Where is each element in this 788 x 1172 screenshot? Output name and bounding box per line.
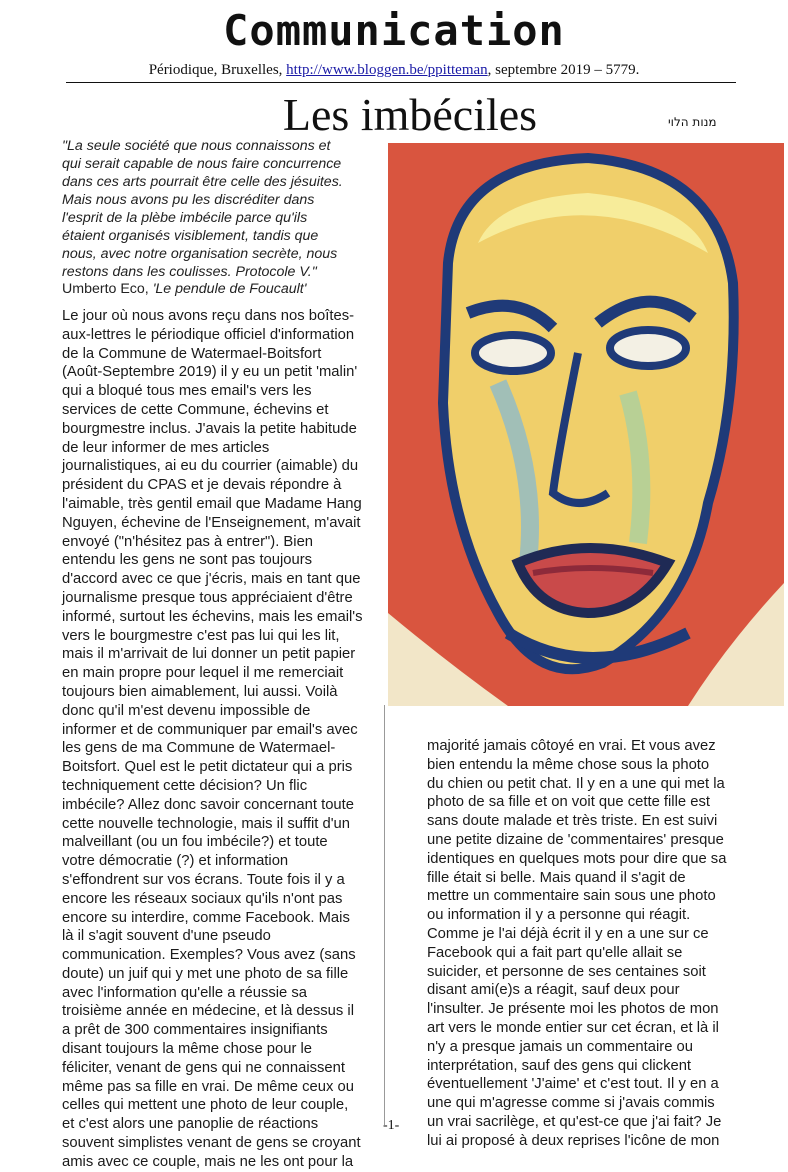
text-line: avec l'information qu'elle a réussie sa	[62, 984, 307, 1001]
text-line: identiques en quelques mots pour dire que sa	[427, 850, 727, 867]
quote-line: restons dans les coulisses. Protocole V."	[62, 264, 317, 280]
text-line: envoyé ("n'hésitez pas à entrer"). Bien	[62, 533, 314, 550]
text-line: a prêt de 300 commentaires insignifiants	[62, 1022, 328, 1039]
text-line: n'y a presque jamais un commentaire ou	[427, 1038, 694, 1055]
text-line: en main propre pour lequel il me remerciait	[62, 665, 344, 682]
text-line: d'accord avec ce que j'écris, mais en tant que	[62, 571, 361, 588]
text-line: de la Commune de Watermael-Boitsfort	[62, 345, 322, 362]
text-line: du chien ou petit chat. Il y en a une qui met la	[427, 775, 725, 792]
text-line: mettre un commentaire sain sous une photo	[427, 888, 716, 905]
quote-line: dans ces arts pourrait être celle des jésuites.	[62, 174, 343, 190]
text-line: sans doute malade et très triste. En est suivi	[427, 813, 718, 830]
epigraph-quote	[62, 137, 387, 281]
quote-line: l'esprit de la plèbe imbécile parce qu'ils	[62, 210, 308, 226]
text-line: encore su interdire, comme Facebook. Mais	[62, 909, 350, 926]
publication-subline	[0, 62, 788, 79]
text-line: Facebook qui a fait part qu'elle allait se	[427, 944, 683, 961]
text-line: éventuellement 'J'aime' et c'est tout. Il y en a	[427, 1076, 719, 1093]
quote-line: étaient organisés visiblement, tandis que	[62, 228, 319, 244]
citation-work: 'Le pendule de Foucault'	[152, 281, 307, 297]
text-line: journalistiques, ai eu du courrier (aimable) du	[62, 458, 359, 475]
text-line: les gens de ma Commune de Watermael-	[62, 740, 336, 757]
quote-line: "La seule société que nous connaissons et	[62, 138, 331, 154]
column-divider	[384, 705, 385, 1125]
painting-portrait	[388, 143, 784, 706]
text-line: journalisme presque tous appréciaient d'être	[62, 589, 353, 606]
text-line: qui a bloqué tous mes email's vers les	[62, 383, 312, 400]
text-line: aux-lettres le périodique officiel d'information	[62, 326, 355, 343]
text-line: Comme je l'ai déjà écrit il y en a une sur ce	[427, 925, 709, 942]
blog-link[interactable]: http://www.bloggen.be/ppitteman	[286, 62, 488, 78]
text-line: Le jour où nous avons reçu dans nos boîtes-	[62, 308, 355, 324]
text-line: souvent simplistes venant de gens se croyant	[62, 1135, 361, 1152]
text-line: et c'est alors une panoplie de réactions	[62, 1116, 319, 1133]
hebrew-signature: מנות הלוי	[668, 115, 717, 129]
text-line: s'effondrent sur vos écrans. Toute fois il y a	[62, 871, 345, 888]
text-line: informé, surtout les échevins, mais les email's	[62, 608, 363, 625]
page-number: -1-	[383, 1118, 400, 1133]
quote-citation	[62, 281, 306, 297]
text-line: suicider, et personne de ses centaines soit	[427, 963, 706, 980]
text-line: mais il m'arrivait de lui donner un petit papier	[62, 646, 356, 663]
text-line: l'aimable, très gentil email que Madame Hang	[62, 495, 362, 512]
text-line: vers le bourgmestre c'est pas lui qui les lit,	[62, 627, 340, 644]
text-line: troisième année en médecine, et là dessus il	[62, 1003, 354, 1020]
text-line: de leur informer de mes articles	[62, 439, 270, 456]
text-line: même pas sa fille en vrai. De même ceux ou	[62, 1078, 354, 1095]
quote-line: nous, avec notre organisation secrète, nous	[62, 246, 338, 262]
header-rule	[66, 82, 736, 83]
text-line: bien entendu la même chose sous la photo	[427, 756, 710, 773]
subline-prefix: Périodique, Bruxelles,	[148, 62, 287, 78]
citation-author: Umberto Eco,	[62, 281, 153, 297]
text-line: art vers le monde entier sur cet écran, et là il	[427, 1019, 719, 1036]
masthead-title: Communication	[223, 6, 565, 55]
text-line: photo de sa fille et on voit que cette fille est	[427, 794, 710, 811]
text-line: Boitsfort. Quel est le petit dictateur qui a pris	[62, 759, 353, 776]
text-line: ou information il y a personne qui réagit.	[427, 907, 691, 924]
text-line: fille était si belle. Mais quand il s'agit de	[427, 869, 686, 886]
text-line: disant ami(e)s a réagit, sauf deux pour	[427, 982, 680, 999]
text-line: encore les réseaux sociaux qu'ils n'ont pas	[62, 890, 343, 907]
text-line: un vrai sacrilège, et qu'est-ce que j'ai fait? Je	[427, 1113, 722, 1130]
text-line: Nguyen, échevine de l'Enseignement, m'avait	[62, 514, 361, 531]
text-line: là il s'agit souvent d'une pseudo	[62, 928, 271, 945]
text-line: toujours bien aimablement, lui aussi. Voilà	[62, 683, 338, 700]
text-line: interprétation, sauf des gens qui clickent	[427, 1057, 692, 1074]
text-line: informer et de communiquer par email's avec	[62, 721, 358, 738]
text-line: doute) un juif qui y met une photo de sa fille	[62, 965, 349, 982]
text-line: lui ai proposé à deux reprises l'icône de mon	[427, 1132, 720, 1149]
text-line: votre démocratie (?) et information	[62, 853, 289, 870]
text-line: imbécile? Allez donc savoir concernant toute	[62, 796, 354, 813]
article-column-right	[427, 737, 767, 1151]
subline-suffix: , septembre 2019 – 5779.	[487, 62, 640, 78]
quote-line: Mais nous avons pu les discréditer dans	[62, 192, 315, 208]
text-line: l'insulter. Je présente moi les photos de mon	[427, 1001, 719, 1018]
text-line: président du CPAS et je devais répondre à	[62, 477, 342, 494]
text-line: celles qui mettent une photo de leur couple,	[62, 1097, 349, 1114]
text-line: (Août-Septembre 2019) il y eu un petit 'malin'	[62, 364, 358, 381]
text-line: une qui m'agresse comme si j'avais commis	[427, 1095, 715, 1112]
text-line: services de cette Commune, échevins et	[62, 401, 329, 418]
text-line: techniquement cette décision? Un flic	[62, 777, 308, 794]
text-line: malveillant (ou un fou imbécile?) et toute	[62, 834, 328, 851]
text-line: féliciter, venant de gens qui ne connaissent	[62, 1059, 345, 1076]
article-title: Les imbéciles	[282, 89, 538, 140]
text-line: majorité jamais côtoyé en vrai. Et vous avez	[427, 738, 716, 754]
text-line: disant toujours la même chose pour le	[62, 1041, 313, 1058]
text-line: une petite dizaine de 'commentaires' presque	[427, 831, 724, 848]
text-line: entendu les gens ne sont pas toujours	[62, 552, 313, 569]
text-line: donc qu'il m'est devenu impossible de	[62, 702, 311, 719]
text-line: cette nouvelle technologie, mais il suffit d'un	[62, 815, 350, 832]
article-column-left	[62, 307, 384, 1172]
text-line: bourgmestre inclus. J'avais la petite habitude	[62, 420, 357, 437]
text-line: communication. Exemples? Vous avez (sans	[62, 947, 356, 964]
text-line: amis avec ce couple, mais ne les ont pour la	[62, 1153, 354, 1170]
quote-line: qui serait capable de nous faire concurrence	[62, 156, 342, 172]
